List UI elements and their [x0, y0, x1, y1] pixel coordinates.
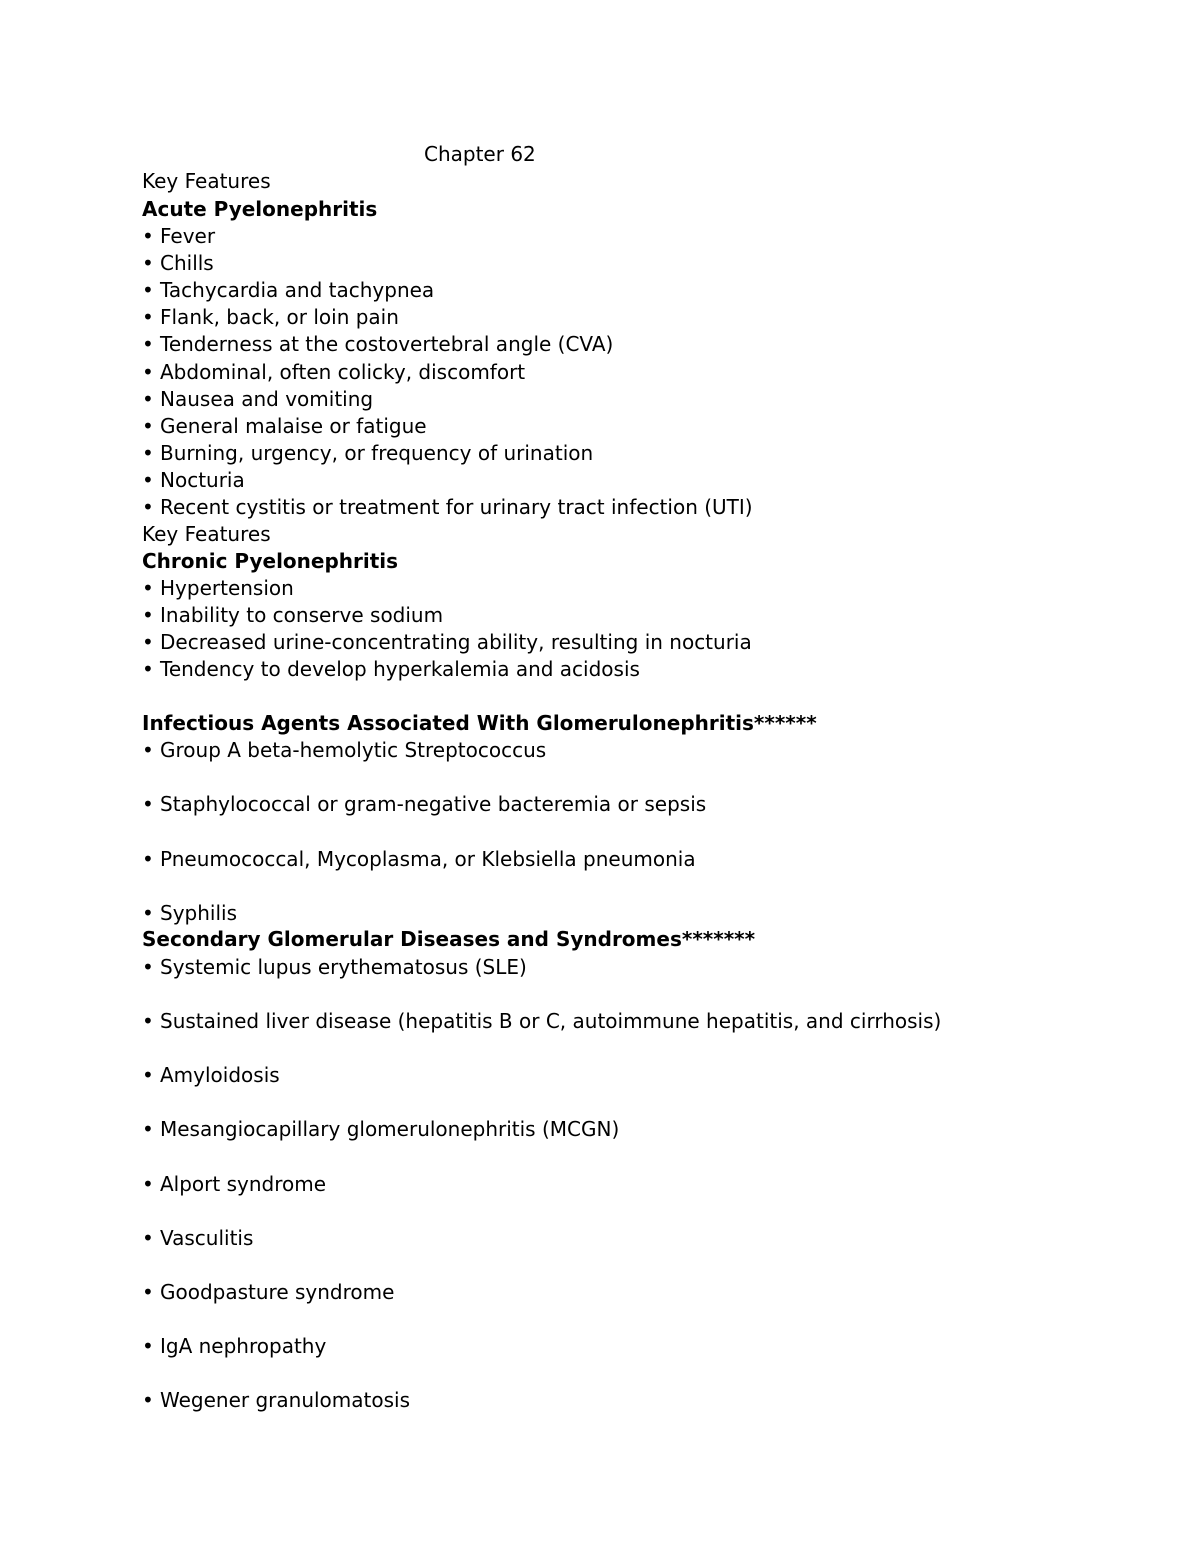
- bullet-icon: •: [142, 1117, 154, 1141]
- list-item: • Mesangiocapillary glomerulonephritis (MCGN): [142, 1117, 620, 1141]
- bullet-icon: •: [142, 955, 154, 979]
- list-item: • Sustained liver disease (hepatitis B or C, autoimmune hepatitis, and cirrhosis): [142, 1009, 942, 1033]
- bullet-icon: •: [142, 1226, 154, 1250]
- list-item: • IgA nephropathy: [142, 1334, 327, 1358]
- heading-acute-pyelonephritis: Acute Pyelonephritis: [142, 197, 378, 221]
- list-item: • Group A beta-hemolytic Streptococcus: [142, 738, 547, 762]
- bullet-icon: •: [142, 576, 154, 600]
- section-label-chronic: Key Features: [142, 522, 271, 546]
- bullet-icon: •: [142, 847, 154, 871]
- bullet-icon: •: [142, 792, 154, 816]
- page-title: Chapter 62: [424, 142, 536, 166]
- bullet-icon: •: [142, 1063, 154, 1087]
- bullet-icon: •: [142, 360, 154, 384]
- list-item: • Wegener granulomatosis: [142, 1388, 410, 1412]
- bullet-icon: •: [142, 1388, 154, 1412]
- bullet-icon: •: [142, 630, 154, 654]
- bullet-icon: •: [142, 251, 154, 275]
- list-item: • Syphilis: [142, 901, 237, 925]
- list-item: • Amyloidosis: [142, 1063, 280, 1087]
- list-item: • Fever: [142, 224, 216, 248]
- list-item: • Tendency to develop hyperkalemia and acidosis: [142, 657, 640, 681]
- heading-secondary-glomerular-diseases: Secondary Glomerular Diseases and Syndromes*******: [142, 927, 756, 951]
- heading-infectious-agents: Infectious Agents Associated With Glomerulonephritis******: [142, 711, 817, 735]
- list-item: • Burning, urgency, or frequency of urination: [142, 441, 594, 465]
- bullet-icon: •: [142, 305, 154, 329]
- bullet-icon: •: [142, 414, 154, 438]
- bullet-icon: •: [142, 495, 154, 519]
- bullet-icon: •: [142, 603, 154, 627]
- list-item: • Inability to conserve sodium: [142, 603, 444, 627]
- bullet-icon: •: [142, 1280, 154, 1304]
- bullet-icon: •: [142, 1009, 154, 1033]
- bullet-icon: •: [142, 1334, 154, 1358]
- list-item: • Goodpasture syndrome: [142, 1280, 395, 1304]
- list-item: • Flank, back, or loin pain: [142, 305, 399, 329]
- bullet-icon: •: [142, 1172, 154, 1196]
- list-item: • Nausea and vomiting: [142, 387, 374, 411]
- bullet-icon: •: [142, 738, 154, 762]
- list-item: • Decreased urine-concentrating ability, resulting in nocturia: [142, 630, 752, 654]
- list-item: • Staphylococcal or gram-negative bacteremia or sepsis: [142, 792, 707, 816]
- heading-chronic-pyelonephritis: Chronic Pyelonephritis: [142, 549, 399, 573]
- bullet-icon: •: [142, 901, 154, 925]
- bullet-icon: •: [142, 387, 154, 411]
- bullet-icon: •: [142, 657, 154, 681]
- bullet-icon: •: [142, 441, 154, 465]
- bullet-icon: •: [142, 278, 154, 302]
- section-label-acute: Key Features: [142, 169, 271, 193]
- bullet-icon: •: [142, 332, 154, 356]
- list-item: • Vasculitis: [142, 1226, 254, 1250]
- list-item: • Hypertension: [142, 576, 294, 600]
- list-item: • Abdominal, often colicky, discomfort: [142, 360, 526, 384]
- list-item: • Pneumococcal, Mycoplasma, or Klebsiella pneumonia: [142, 847, 696, 871]
- list-item: • Tenderness at the costovertebral angle (CVA): [142, 332, 614, 356]
- list-item: • General malaise or fatigue: [142, 414, 427, 438]
- list-item: • Systemic lupus erythematosus (SLE): [142, 955, 527, 979]
- bullet-icon: •: [142, 468, 154, 492]
- list-item: • Tachycardia and tachypnea: [142, 278, 435, 302]
- list-item: • Alport syndrome: [142, 1172, 327, 1196]
- list-item: • Chills: [142, 251, 214, 275]
- bullet-icon: •: [142, 224, 154, 248]
- list-item: • Nocturia: [142, 468, 245, 492]
- list-item: • Recent cystitis or treatment for urinary tract infection (UTI): [142, 495, 753, 519]
